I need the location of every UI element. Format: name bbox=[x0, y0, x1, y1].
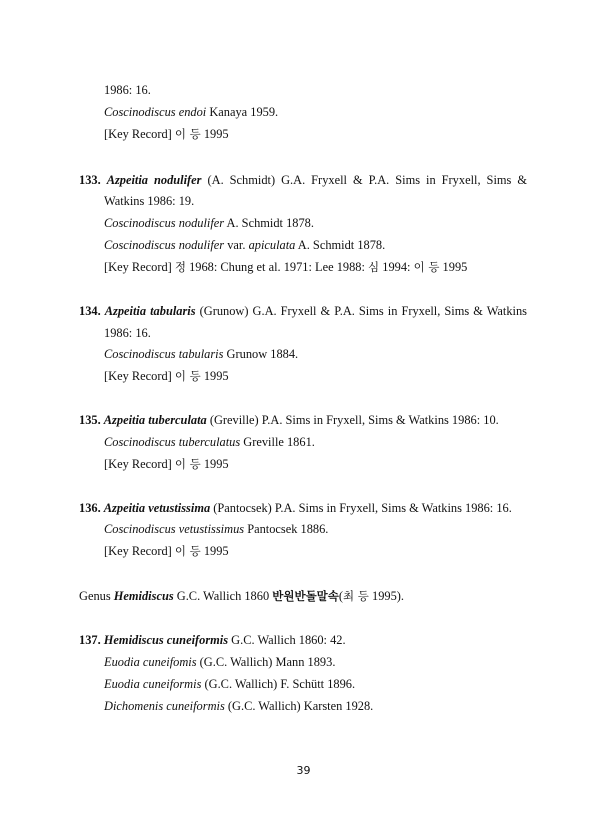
key-record-line bbox=[104, 543, 229, 559]
synonym-line bbox=[104, 521, 328, 537]
key-record-label: [Key Record] bbox=[104, 369, 175, 383]
korean-ref: 이 등 bbox=[174, 127, 201, 141]
species-name: Azpeitia tabularis bbox=[104, 304, 196, 318]
variety-name: apiculata bbox=[248, 238, 296, 252]
year: 1995 bbox=[200, 127, 229, 141]
text: ( bbox=[338, 589, 344, 603]
key-record-label: [Key Record] bbox=[104, 260, 175, 274]
synonym-name: Coscinodiscus nodulifer bbox=[104, 238, 225, 252]
entry-number: 133. bbox=[79, 173, 101, 187]
synonym-author: A. Schmidt 1878. bbox=[295, 238, 386, 252]
genus-name: Hemidiscus bbox=[113, 589, 174, 603]
korean-ref: 최 등 bbox=[343, 589, 369, 603]
synonym-line bbox=[104, 676, 355, 692]
key-record-line bbox=[104, 126, 229, 142]
korean-ref: 이 등 bbox=[174, 457, 201, 471]
entry-number: 134. bbox=[79, 304, 101, 318]
synonym-line bbox=[104, 346, 298, 362]
synonym-author: (G.C. Wallich) Mann 1893. bbox=[196, 655, 336, 669]
entry-136-heading bbox=[79, 500, 512, 516]
year: 1995 bbox=[200, 457, 229, 471]
genus-authority: G.C. Wallich 1860 bbox=[173, 589, 273, 603]
species-authority: (A. Schmidt) G.A. Fryxell & P.A. Sims in Fryxell, Sims & bbox=[201, 173, 527, 187]
synonym-author: (G.C. Wallich) Karsten 1928. bbox=[224, 699, 374, 713]
synonym-line bbox=[104, 215, 314, 231]
species-authority: G.C. Wallich 1860: 42. bbox=[228, 633, 346, 647]
korean-ref: 이 등 bbox=[174, 544, 201, 558]
entry-134-heading bbox=[79, 303, 527, 319]
continuation-line bbox=[104, 82, 151, 98]
synonym-name: Coscinodiscus tabularis bbox=[104, 347, 224, 361]
synonym-author: A. Schmidt 1878. bbox=[224, 216, 314, 230]
year: 1995 bbox=[200, 544, 229, 558]
text: 1986: 16. bbox=[104, 83, 151, 97]
entry-134-cont bbox=[104, 325, 151, 341]
synonym-author: Pantocsek 1886. bbox=[244, 522, 329, 536]
synonym-author: Greville 1861. bbox=[240, 435, 315, 449]
key-record-line bbox=[104, 259, 467, 275]
synonym-name: Coscinodiscus tuberculatus bbox=[104, 435, 241, 449]
korean-ref: 이 등 bbox=[174, 369, 201, 383]
synonym-name: Coscinodiscus nodulifer bbox=[104, 216, 225, 230]
key-record-label: [Key Record] bbox=[104, 457, 175, 471]
genus-heading bbox=[79, 588, 404, 604]
species-name: Hemidiscus cuneiformis bbox=[103, 633, 229, 647]
text: var. bbox=[224, 238, 249, 252]
synonym-name: Coscinodiscus vetustissimus bbox=[104, 522, 245, 536]
species-name: Azpeitia vetustissima bbox=[103, 501, 211, 515]
key-record-line bbox=[104, 368, 229, 384]
key-record-label: [Key Record] bbox=[104, 127, 175, 141]
entry-number: 135. bbox=[79, 413, 101, 427]
year: 1995 bbox=[200, 369, 229, 383]
synonym-name: Euodia cuneiformis bbox=[104, 677, 202, 691]
key-record-label: [Key Record] bbox=[104, 544, 175, 558]
synonym-line bbox=[104, 237, 385, 253]
text: 1994: bbox=[379, 260, 414, 274]
korean-ref: 정 bbox=[174, 260, 186, 274]
species-name: Azpeitia nodulifer bbox=[106, 173, 202, 187]
entry-133-heading bbox=[79, 172, 527, 188]
year: 1995 bbox=[439, 260, 468, 274]
synonym-line bbox=[104, 104, 278, 120]
korean-ref: 이 등 bbox=[413, 260, 440, 274]
synonym-author: Kanaya 1959. bbox=[206, 105, 279, 119]
species-authority: (Greville) P.A. Sims in Fryxell, Sims & Watkins 1986: 10. bbox=[206, 413, 499, 427]
synonym-name: Dichomenis cuneiformis bbox=[104, 699, 225, 713]
text: Watkins 1986: 19. bbox=[104, 194, 195, 208]
text: 1995). bbox=[368, 589, 405, 603]
text: 1986: 16. bbox=[104, 326, 151, 340]
synonym-line bbox=[104, 698, 373, 714]
entry-number: 136. bbox=[79, 501, 101, 515]
text: 1968: Chung et al. 1971: Lee 1988: bbox=[185, 260, 369, 274]
entry-number: 137. bbox=[79, 633, 101, 647]
entry-133-cont bbox=[104, 193, 194, 209]
text: Genus bbox=[79, 589, 114, 603]
species-authority: (Pantocsek) P.A. Sims in Fryxell, Sims & Watkins 1986: 16. bbox=[210, 501, 512, 515]
synonym-name: Coscinodiscus endoi bbox=[104, 105, 207, 119]
entry-137-heading bbox=[79, 632, 346, 648]
synonym-author: Grunow 1884. bbox=[223, 347, 299, 361]
synonym-name: Euodia cuneifomis bbox=[104, 655, 197, 669]
entry-135-heading bbox=[79, 412, 499, 428]
synonym-author: (G.C. Wallich) F. Schütt 1896. bbox=[201, 677, 356, 691]
key-record-line bbox=[104, 456, 229, 472]
species-authority: (Grunow) G.A. Fryxell & P.A. Sims in Fryxell, Sims & Watkins bbox=[195, 304, 527, 318]
korean-genus-name: 반원반돌말속 bbox=[272, 589, 339, 603]
page-number: 39 bbox=[296, 764, 311, 777]
synonym-line bbox=[104, 654, 335, 670]
korean-ref: 심 bbox=[368, 260, 380, 274]
species-name: Azpeitia tuberculata bbox=[103, 413, 207, 427]
synonym-line bbox=[104, 434, 315, 450]
